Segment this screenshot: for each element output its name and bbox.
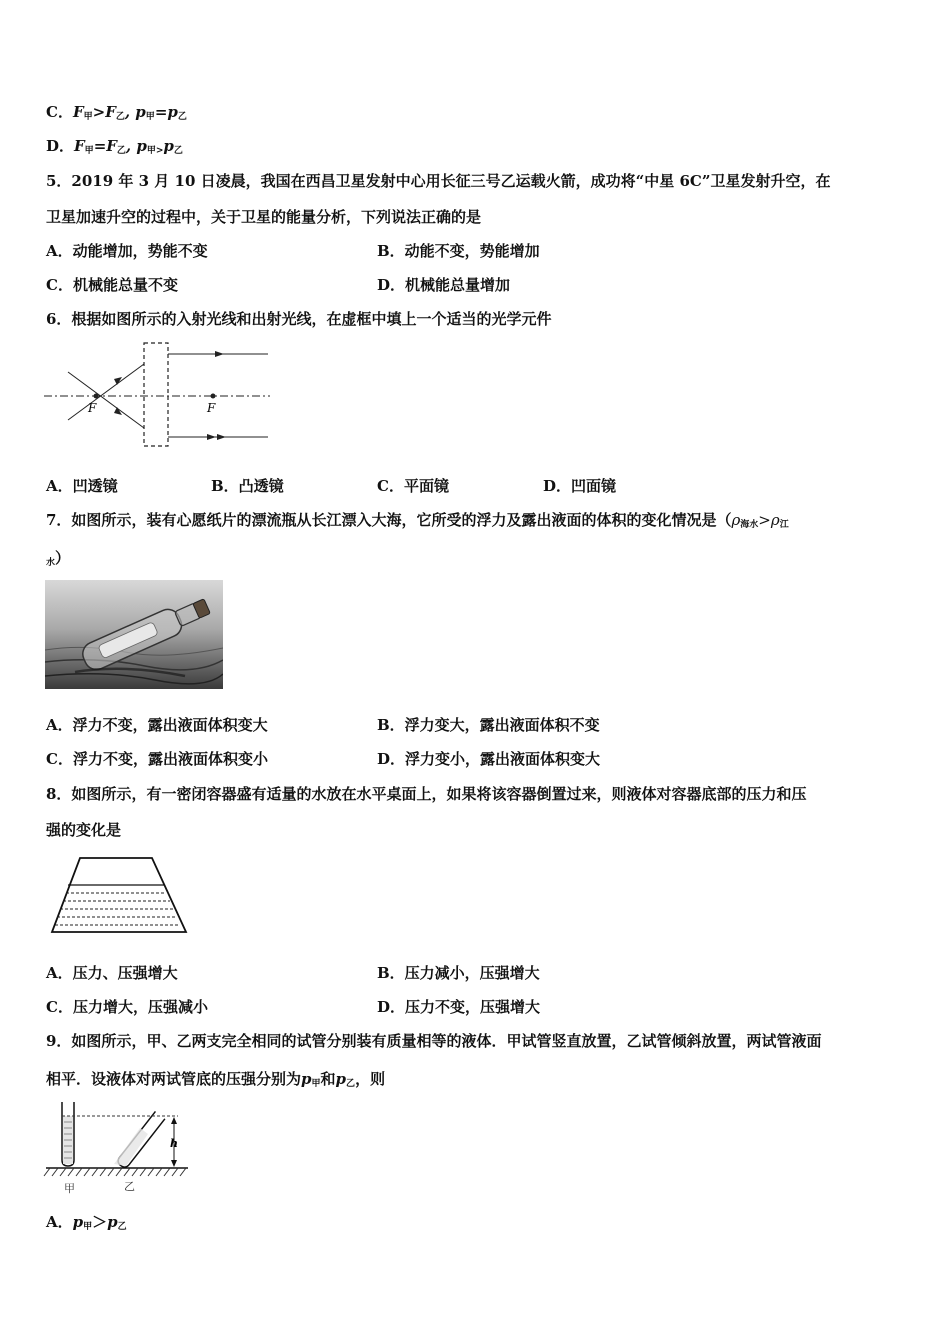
q9-stem-line1: 9．如图所示，甲、乙两支完全相同的试管分别装有质量相等的液体．甲试管竖直放置，乙试管倾斜放置，两试管液面 [46, 1032, 822, 1050]
q5-option-a: A．动能增加，势能不变 [46, 242, 208, 260]
focus-right-dot [211, 394, 216, 399]
expr: =F [93, 137, 117, 155]
q9-test-tubes-diagram [42, 1098, 192, 1196]
q6-option-d: D．凹面镜 [543, 477, 617, 495]
var-f: F [72, 103, 84, 121]
q9-option-a [46, 1212, 127, 1237]
q5-stem-line1: 5．2019 年 3 月 10 日凌晨，我国在西昌卫星发射中心用长征三号乙运载火箭，成功将“中星 6C”卫星发射升空，在 [46, 172, 831, 190]
q7-stem-line2 [46, 548, 70, 573]
rho-symbol: ρ [770, 511, 780, 529]
q7-bottle-photo [45, 580, 223, 689]
q7-option-b: B．浮力变大，露出液面体积不变 [377, 716, 600, 734]
q7-option-c: C．浮力不变，露出液面体积变小 [46, 750, 268, 768]
q7-stem-line1 [46, 510, 789, 535]
q4-option-c [46, 102, 187, 127]
q9-stem-end: ，则 [355, 1070, 386, 1088]
rho-symbol: ρ [731, 511, 741, 529]
var-p: p [301, 1070, 312, 1088]
option-label: C． [46, 103, 73, 121]
var-f: F [74, 137, 85, 155]
bracket: ） [55, 549, 71, 567]
q8-stem-line2: 强的变化是 [46, 821, 122, 839]
sub: 乙 [177, 112, 187, 122]
option-label: D． [46, 137, 75, 155]
var-p: p [107, 1213, 118, 1231]
sub: 甲 [311, 1079, 321, 1089]
var-p: p [335, 1070, 347, 1088]
q6-option-c: C．平面镜 [377, 477, 449, 495]
gt-sign: > [758, 511, 771, 529]
q4-option-d [46, 136, 183, 161]
tube-yi-label: 乙 [124, 1180, 135, 1193]
expr: =p [154, 103, 178, 121]
gt-sign: ＞ [92, 1213, 108, 1231]
q5-option-b: B．动能不变，势能增加 [377, 242, 540, 260]
option-label: A． [46, 1213, 73, 1231]
q5-stem-line2: 卫星加速升空的过程中，关于卫星的能量分析，下列说法正确的是 [46, 208, 482, 226]
q8-option-b: B．压力减小，压强增大 [377, 964, 540, 982]
expr: , p [125, 137, 147, 155]
sub: 乙 [115, 112, 125, 122]
expr: p [163, 137, 174, 155]
sub: 水 [46, 558, 56, 568]
q8-container-diagram [48, 854, 190, 936]
q8-option-a: A．压力、压强增大 [46, 964, 178, 982]
expr: , p [124, 103, 146, 121]
q5-option-c: C．机械能总量不变 [46, 276, 178, 294]
focus-right-label: F [207, 401, 216, 415]
expr: >F [92, 103, 116, 121]
sub: 乙 [116, 146, 126, 156]
sub: 甲 [145, 112, 155, 122]
tube-jia-label: 甲 [64, 1182, 75, 1195]
focus-left-dot [94, 394, 99, 399]
height-label: h [170, 1137, 178, 1150]
q9-stem-line2 [46, 1069, 385, 1094]
sub: 海水 [740, 520, 759, 530]
sub: 甲 [83, 112, 93, 122]
conj: 和 [320, 1070, 336, 1088]
sub: 乙 [117, 1222, 127, 1232]
q9-stem-text: 相平．设液体对两试管底的压强分别为 [46, 1070, 302, 1088]
q6-option-b: B．凸透镜 [211, 477, 284, 495]
q7-option-a: A．浮力不变，露出液面体积变大 [46, 716, 268, 734]
q8-option-d: D．压力不变，压强增大 [377, 998, 541, 1016]
sub: 江 [779, 520, 789, 530]
q5-option-d: D．机械能总量增加 [377, 276, 511, 294]
q6-stem: 6．根据如图所示的入射光线和出射光线，在虚框中填上一个适当的光学元件 [46, 310, 552, 328]
sub: 甲> [146, 146, 164, 156]
q6-optics-diagram [40, 340, 280, 452]
q6-option-a: A．凹透镜 [46, 477, 118, 495]
sub: 乙 [346, 1079, 356, 1089]
q8-option-c: C．压力增大，压强减小 [46, 998, 208, 1016]
sub: 乙 [173, 146, 183, 156]
q7-stem-text: 7．如图所示，装有心愿纸片的漂流瓶从长江漂入大海，它所受的浮力及露出液面的体积的变化情况是（ [46, 511, 732, 529]
q8-stem-line1: 8．如图所示，有一密闭容器盛有适量的水放在水平桌面上，如果将该容器倒置过来，则液体对容器底部的压力和压 [46, 785, 807, 803]
q7-option-d: D．浮力变小，露出液面体积变大 [377, 750, 601, 768]
sub: 甲 [84, 146, 94, 156]
focus-left-label: F [88, 401, 97, 415]
var-p: p [72, 1213, 84, 1231]
sub: 甲 [83, 1222, 93, 1232]
